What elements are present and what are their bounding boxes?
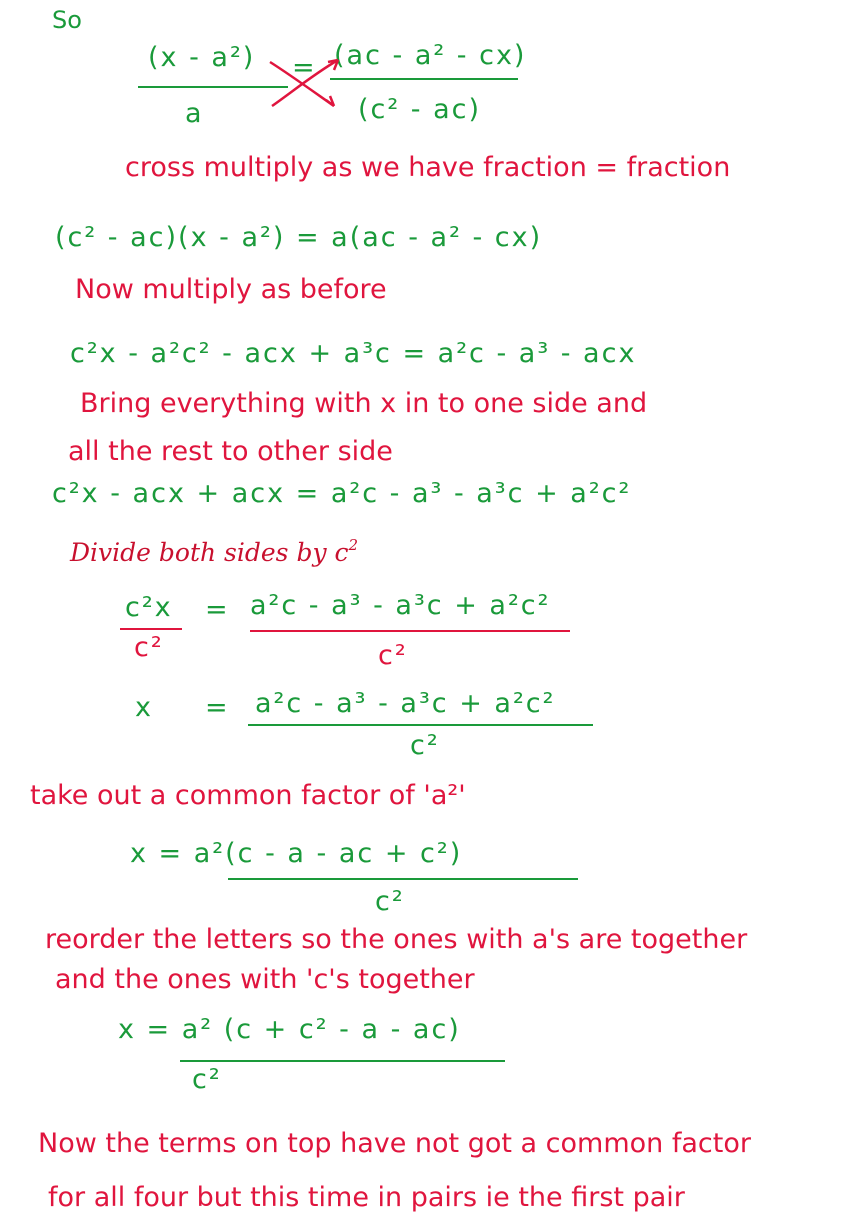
cross-multiply-note: cross multiply as we have fraction = fraction — [125, 152, 731, 183]
equation-6-numerator: x = a²(c - a - ac + c²) — [130, 838, 463, 869]
equation-3: c²x - acx + acx = a²c - a³ - a³c + a²c² — [52, 478, 632, 509]
common-factor-note: take out a common factor of 'a²' — [30, 780, 466, 811]
terms-note-line1: Now the terms on top have not got a common factor — [38, 1128, 751, 1159]
equation-4-lhs-bar — [120, 628, 182, 630]
fraction2-numerator: (ac - a² - cx) — [334, 40, 527, 71]
equation-2: c²x - a²c² - acx + a³c = a²c - a³ - acx — [70, 338, 637, 369]
equation-5-equals: = — [205, 692, 230, 723]
equation-5-lhs: x — [135, 692, 153, 723]
equation-4-lhs-numerator: c²x — [125, 592, 173, 623]
reorder-note-line1: reorder the letters so the ones with a's are together — [45, 924, 748, 955]
equation-6-bar — [228, 878, 578, 880]
equation-4-rhs-bar — [250, 630, 570, 632]
reorder-note-line2: and the ones with 'c's together — [55, 964, 475, 995]
terms-note-line2: for all four but this time in pairs ie the first pair — [48, 1182, 685, 1213]
bring-note-line1: Bring everything with x in to one side and — [80, 388, 648, 419]
equation-5-numerator: a²c - a³ - a³c + a²c² — [255, 688, 556, 719]
equation-6-denominator: c² — [375, 886, 405, 917]
so-label: So — [52, 6, 82, 34]
equation-7-numerator: x = a² (c + c² - a - ac) — [118, 1014, 461, 1045]
bring-note-line2: all the rest to other side — [68, 436, 393, 467]
fraction2-denominator: (c² - ac) — [358, 94, 482, 125]
fraction1-denominator: a — [185, 98, 204, 129]
fraction1-numerator: (x - a²) — [148, 42, 256, 73]
equation-4-rhs-numerator: a²c - a³ - a³c + a²c² — [250, 590, 551, 621]
equation-7-denominator: c² — [192, 1064, 222, 1095]
equation-4-rhs-denominator: c² — [378, 640, 408, 671]
equation-5-bar — [248, 724, 593, 726]
equation-7-bar — [180, 1060, 505, 1062]
fraction2-bar — [330, 78, 518, 80]
equation-4-lhs-denominator: c² — [134, 632, 164, 663]
cross-multiply-arrows-icon — [264, 54, 344, 110]
fraction-equals: = — [292, 52, 317, 83]
equation-4-equals: = — [205, 594, 230, 625]
equation-1: (c² - ac)(x - a²) = a(ac - a² - cx) — [55, 222, 543, 253]
multiply-note: Now multiply as before — [75, 274, 387, 305]
divide-note-exponent: 2 — [348, 535, 359, 554]
divide-note-text: Divide both sides by c — [70, 538, 349, 567]
divide-note — [70, 535, 359, 567]
equation-5-denominator: c² — [410, 730, 440, 761]
